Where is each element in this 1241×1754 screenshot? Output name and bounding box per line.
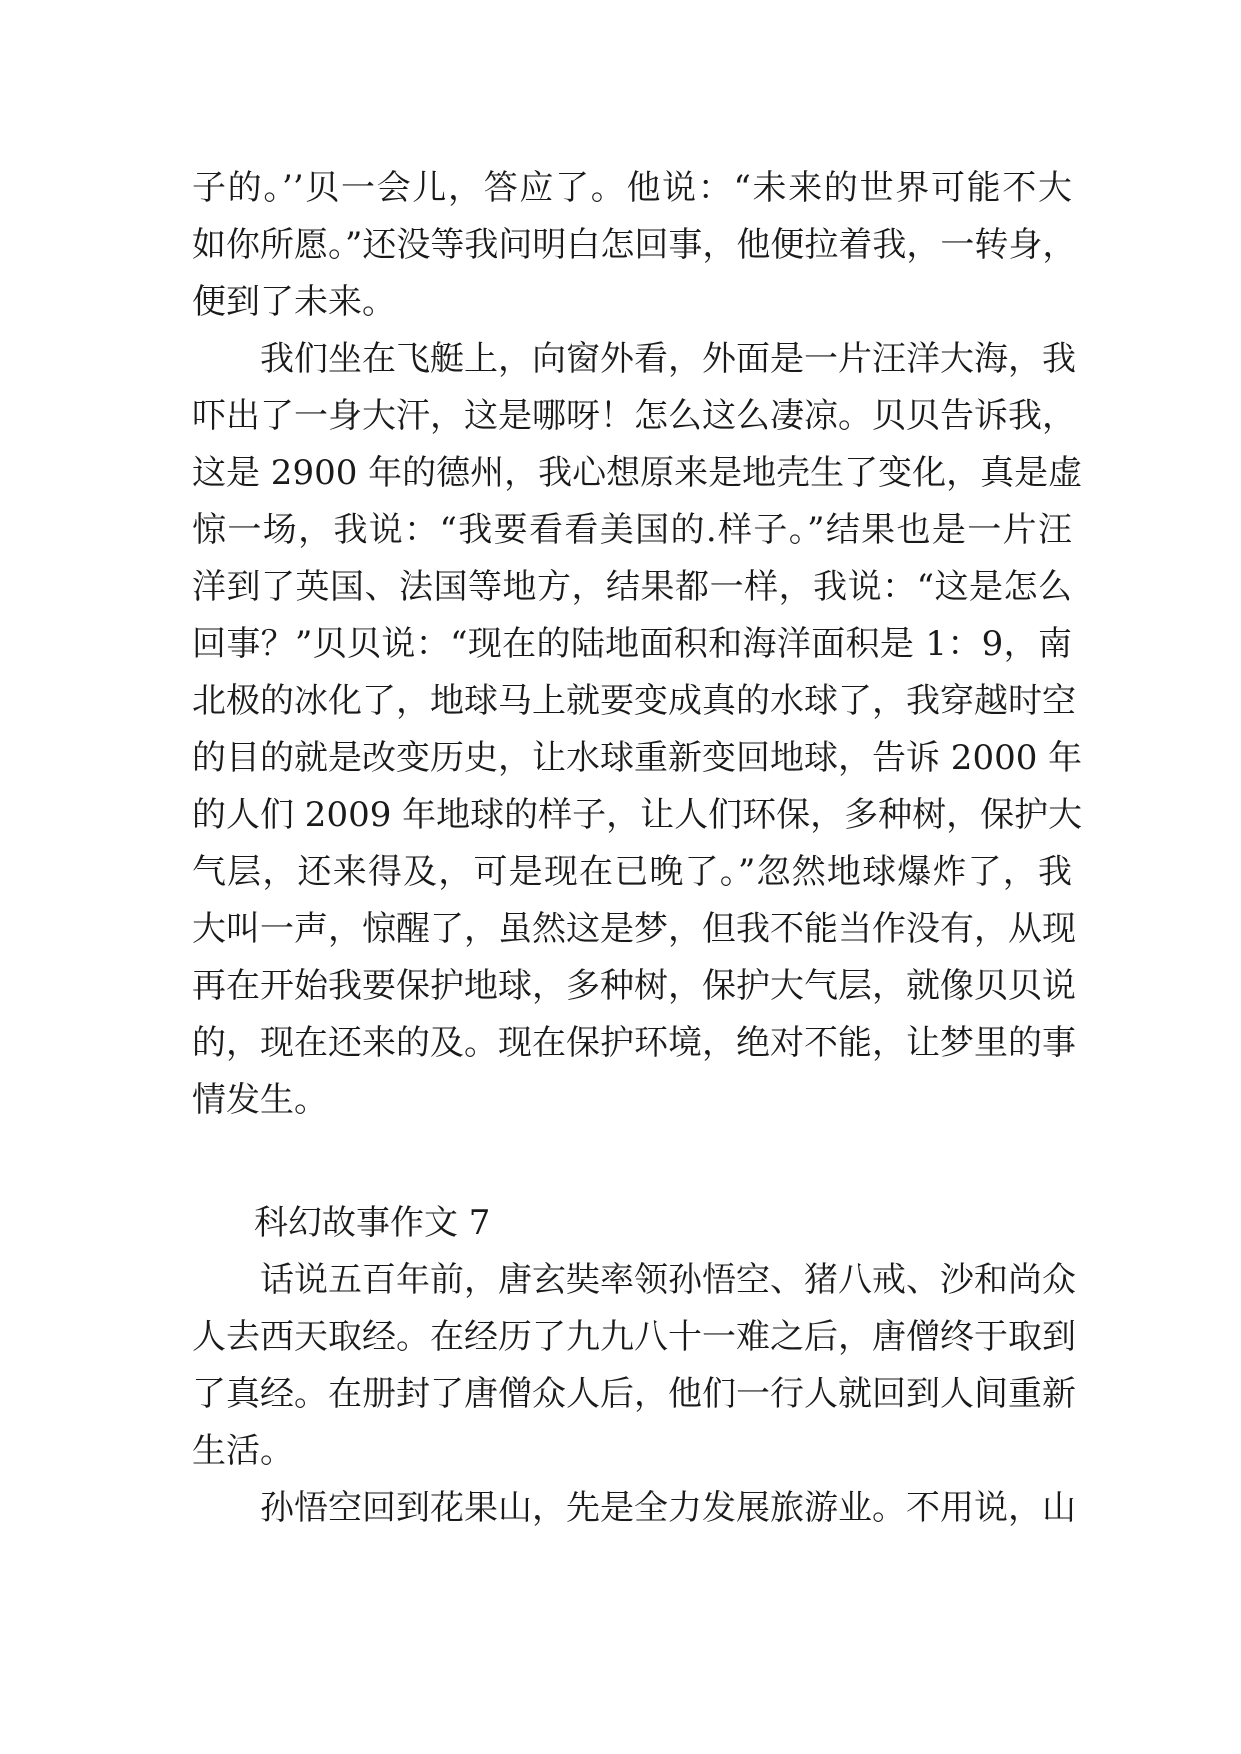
document-body (192, 160, 1083, 1537)
text-line: 再在开始我要保护地球，多种树，保护大气层，就像贝贝说 (192, 966, 1076, 1006)
text-line: 北极的冰化了，地球马上就要变成真的水球了，我穿越时空 (192, 681, 1076, 721)
text-line: 情发生。 (192, 1080, 328, 1120)
paragraph (192, 1480, 1076, 1537)
text-line: 话说五百年前，唐玄奘率领孙悟空、猪八戒、沙和尚众 (260, 1260, 1076, 1300)
paragraph (192, 1252, 1076, 1480)
section-heading: 科幻故事作文 7 (254, 1203, 491, 1243)
text-line: 子的。’’贝一会儿，答应了。他说：“未来的世界可能不大 (192, 168, 1072, 208)
text-line: 大叫一声，惊醒了，虽然这是梦，但我不能当作没有，从现 (192, 909, 1076, 949)
text-line: 的人们 2009 年地球的样子，让人们环保，多种树，保护大 (192, 795, 1083, 835)
text-line: 吓出了一身大汗，这是哪呀！怎么这么凄凉。贝贝告诉我， (192, 396, 1076, 436)
paragraph (192, 331, 1083, 1129)
text-line: 惊一场，我说：“我要看看美国的.样子。”结果也是一片汪 (192, 510, 1072, 550)
text-line: 人去西天取经。在经历了九九八十一难之后，唐僧终于取到 (192, 1317, 1076, 1357)
text-line: 这是 2900 年的德州，我心想原来是地壳生了变化，真是虚 (192, 453, 1083, 493)
text-line: 洋到了英国、法国等地方，结果都一样，我说：“这是怎么 (192, 567, 1072, 607)
text-line: 气层，还来得及，可是现在已晚了。”忽然地球爆炸了，我 (192, 852, 1072, 892)
text-line: 的，现在还来的及。现在保护环境，绝对不能，让梦里的事 (192, 1023, 1076, 1063)
text-line: 回事？”贝贝说：“现在的陆地面积和海洋面积是 1：9，南 (192, 624, 1072, 664)
text-line: 便到了未来。 (192, 282, 396, 322)
text-line: 了真经。在册封了唐僧众人后，他们一行人就回到人间重新 (192, 1374, 1076, 1414)
text-line: 如你所愿。”还没等我问明白怎回事，他便拉着我，一转身， (192, 225, 1077, 265)
text-line: 的目的就是改变历史，让水球重新变回地球，告诉 2000 年 (192, 738, 1083, 778)
text-line: 我们坐在飞艇上，向窗外看，外面是一片汪洋大海，我 (260, 339, 1076, 379)
text-line: 孙悟空回到花果山，先是全力发展旅游业。不用说，山 (260, 1488, 1076, 1528)
paragraph (192, 160, 1077, 331)
paragraph-gap (192, 1129, 1072, 1195)
text-line: 生活。 (192, 1431, 294, 1471)
